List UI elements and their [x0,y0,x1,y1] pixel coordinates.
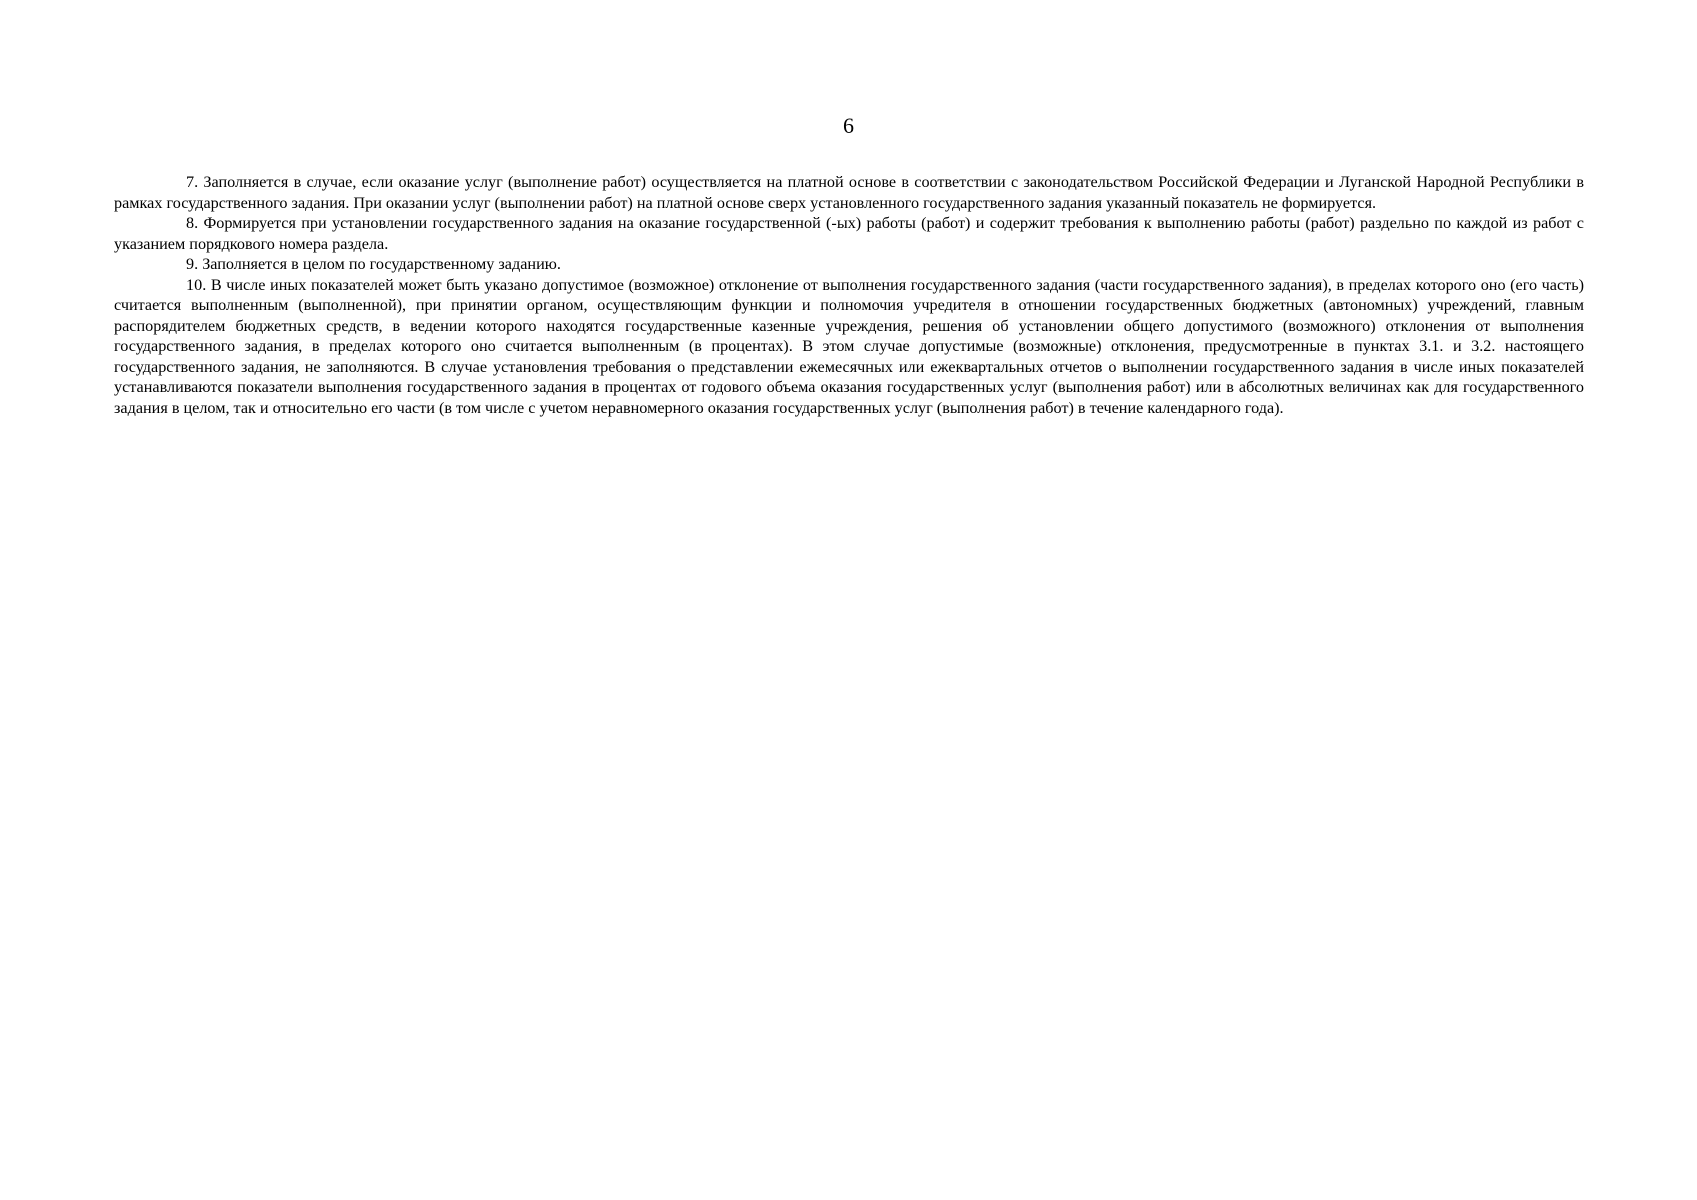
footnote-7: 7. Заполняется в случае, если оказание услуг (выполнение работ) осуществляется на платной основе в соответствии с законодательством Российской Федерации и Луганской Народной Республики в рамках государственного задания. При оказании услуг (выполнении работ) на платной основе сверх установленного государственного задания указанный показатель не формируется. [114,173,1584,212]
footnote-10: 10. В числе иных показателей может быть указано допустимое (возможное) отклонение от выполнения государственного задания (части государственного задания), в пределах которого оно (его часть) считается выполненным (выполненной), при принятии органом, осуществляющим функции и полномочия учредителя в отношении государственных бюджетных (автономных) учреждений, главным распорядителем бюджетных средств, в ведении которого находятся государственные казенные учреждения, решения об установлении общего допустимого (возможного) отклонения от выполнения государственного задания, в пределах которого оно считается выполненным (в процентах). В этом случае допустимые (возможные) отклонения, предусмотренные в пунктах 3.1. и 3.2. настоящего государственного задания, не заполняются. В случае установления требования о представлении ежемесячных или ежеквартальных отчетов о выполнении государственного задания в числе иных показателей устанавливаются показатели выполнения государственного задания в процентах от годового объема оказания государственных услуг (выполнения работ) или в абсолютных величинах как для государственного задания в целом, так и относительно его части (в том числе с учетом неравномерного оказания государственных услуг (выполнения работ) в течение календарного года). [114,275,1584,417]
page-number: 6 [843,113,854,138]
footnote-9: 9. Заполняется в целом по государственному заданию. [186,255,561,273]
footnotes-section [114,172,1584,418]
footnote-8: 8. Формируется при установлении государственного задания на оказание государственной (-ых) работы (работ) и содержит требования к выполнению работы (работ) раздельно по каждой из работ с указанием порядкового номера раздела. [114,214,1584,253]
